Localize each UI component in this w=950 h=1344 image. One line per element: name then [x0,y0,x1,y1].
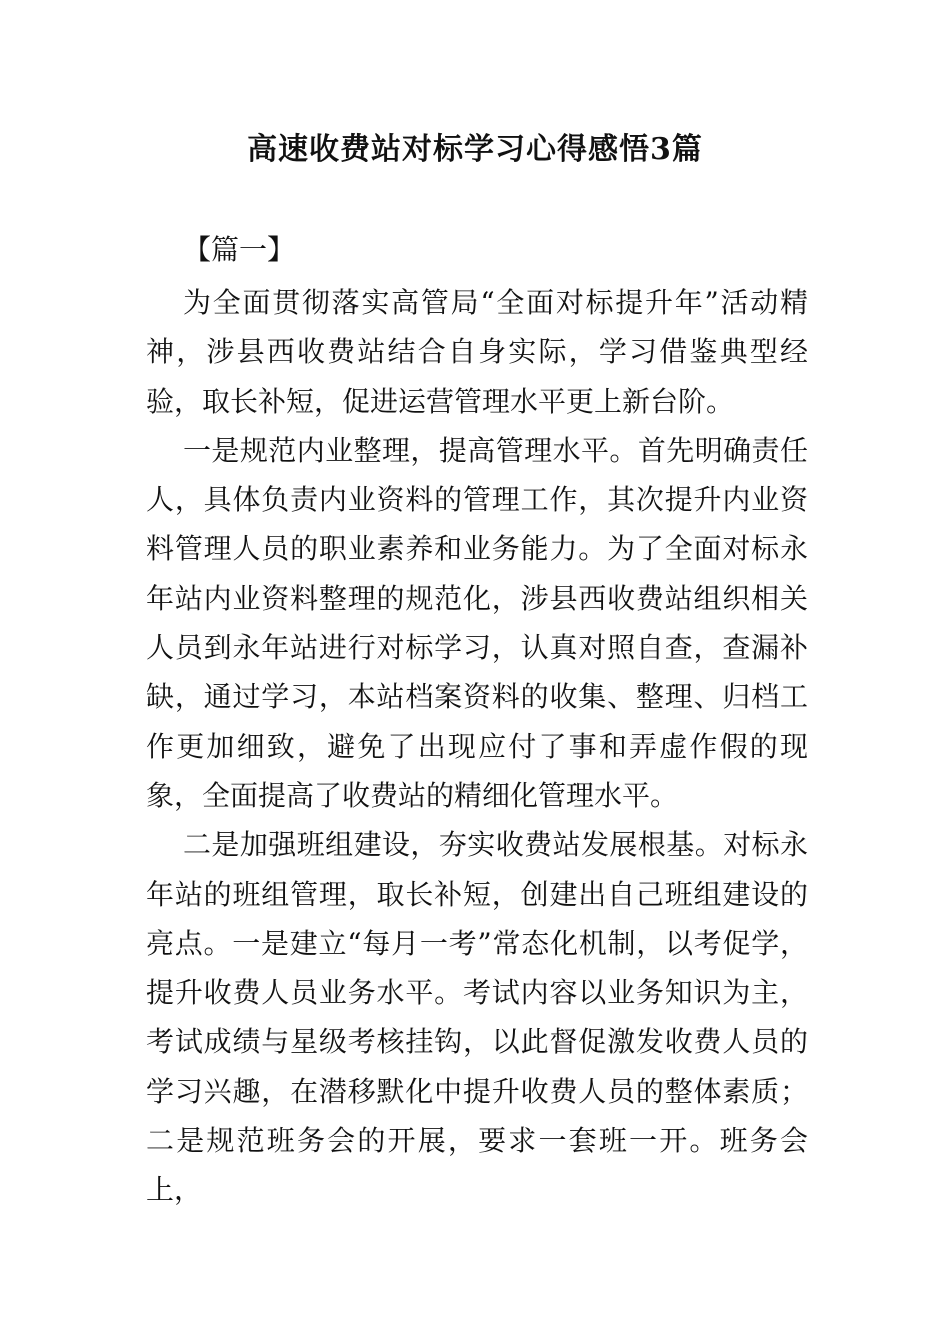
paragraph: 为全面贯彻落实高管局“全面对标提升年”活动精神，涉县西收费站结合自身实际，学习借鉴典型经验，取长补短，促进运营管理水平更上新台阶。 [146,286,808,418]
paragraph: 一是规范内业整理，提高管理水平。首先明确责任人，具体负责内业资料的管理工作，其次提升内业资料管理人员的职业素养和业务能力。为了全面对标永年站内业资料整理的规范化，涉县西收费站组织相关人员到永年站进行对标学习，认真对照自查，查漏补缺，通过学习，本站档案资料的收集、整理、归档工作更加细致，避免了出现应付了事和弄虚作假的现象，全面提高了收费站的精细化管理水平。 [146,433,808,812]
paragraph: 二是加强班组建设，夯实收费站发展根基。对标永年站的班组管理，取长补短，创建出自己班组建设的亮点。一是建立“每月一考”常态化机制，以考促学，提升收费人员业务水平。考试内容以业务知识为主，考试成绩与星级考核挂钩，以此督促激发收费人员的学习兴趣，在潜移默化中提升收费人员的整体素质；二是规范班务会的开展，要求一套班一开。班务会上， [146,828,808,1207]
section-heading: 【篇一】 [183,233,296,266]
document-body [146,278,808,1215]
document-title: 高速收费站对标学习心得感悟3篇 [247,132,703,167]
